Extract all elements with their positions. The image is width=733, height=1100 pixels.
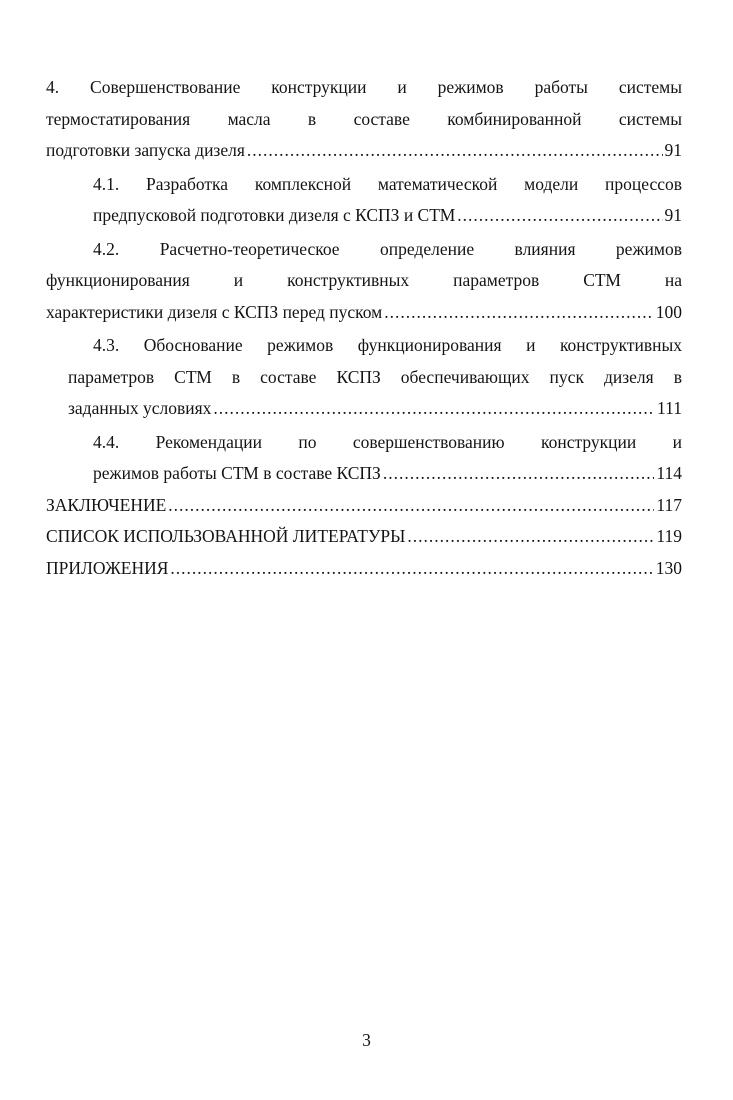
toc-entry-4-2-line-1: 4.2. Расчетно-теоретическое определение влияния режимов xyxy=(93,238,682,259)
toc-entry-conclusion-title: ЗАКЛЮЧЕНИЕ xyxy=(46,494,167,515)
dot-leader xyxy=(383,458,655,490)
toc-entry-4-line-1: 4. Совершенствование конструкции и режимов работы системы xyxy=(46,77,682,97)
toc-entry-4-2-line-3 xyxy=(46,297,682,329)
toc-entry-4-3-line-1: 4.3. Обоснование режимов функционирования и конструктивных xyxy=(93,335,682,355)
table-of-contents xyxy=(46,72,682,584)
toc-entry-references xyxy=(46,521,682,553)
toc-entry-4-3-line-3 xyxy=(68,393,682,425)
dot-leader xyxy=(457,200,662,232)
toc-entry-4-4-page: 114 xyxy=(656,463,682,483)
dot-leader xyxy=(247,135,663,167)
toc-entry-4-title-end: подготовки запуска дизеля xyxy=(46,140,245,160)
dot-leader xyxy=(168,490,654,522)
toc-entry-appendices-title: ПРИЛОЖЕНИЯ xyxy=(46,557,169,578)
toc-entry-references-title: СПИСОК ИСПОЛЬЗОВАННОЙ ЛИТЕРАТУРЫ xyxy=(46,526,406,546)
toc-entry-4-1-line-1: 4.1. Разработка комплексной математической модели процессов xyxy=(93,173,682,194)
toc-entry-4-3-page: 111 xyxy=(657,398,682,418)
dot-leader xyxy=(407,521,654,553)
toc-entry-4-1-page: 91 xyxy=(664,205,682,225)
toc-entry-4-1-title-end: предпусковой подготовки дизеля с КСПЗ и СТМ xyxy=(93,205,456,225)
toc-entry-4-3-title-end: заданных условиях xyxy=(68,398,212,418)
page-number: 3 xyxy=(362,1030,371,1050)
toc-entry-4-4-line-1: 4.4. Рекомендации по совершенствованию конструкции и xyxy=(93,431,682,452)
toc-entry-4-line-3 xyxy=(46,135,682,167)
toc-entry-4-2-page: 100 xyxy=(655,301,682,322)
toc-entry-appendices-page: 130 xyxy=(655,557,682,578)
toc-entry-4-2-line-2: функционирования и конструктивных параметров СТМ на xyxy=(46,270,682,290)
toc-entry-4-4-line-2 xyxy=(93,458,682,490)
dot-leader xyxy=(213,393,655,425)
dot-leader xyxy=(170,553,653,585)
toc-entry-references-page: 119 xyxy=(656,526,682,546)
toc-entry-conclusion xyxy=(46,490,682,522)
toc-entry-4-4-title-end: режимов работы СТМ в составе КСПЗ xyxy=(93,463,381,483)
toc-entry-conclusion-page: 117 xyxy=(656,494,682,515)
toc-entry-4-2-title-end: характеристики дизеля с КСПЗ перед пуском xyxy=(46,301,383,322)
toc-entry-4-page: 91 xyxy=(664,140,682,160)
toc-entry-appendices xyxy=(46,553,682,585)
toc-entry-4-1-line-2 xyxy=(93,200,682,232)
toc-entry-4-3-line-2: параметров СТМ в составе КСПЗ обеспечивающих пуск дизеля в xyxy=(68,366,682,387)
dot-leader xyxy=(384,297,653,329)
toc-entry-4-line-2: термостатирования масла в составе комбинированной системы xyxy=(46,108,682,129)
